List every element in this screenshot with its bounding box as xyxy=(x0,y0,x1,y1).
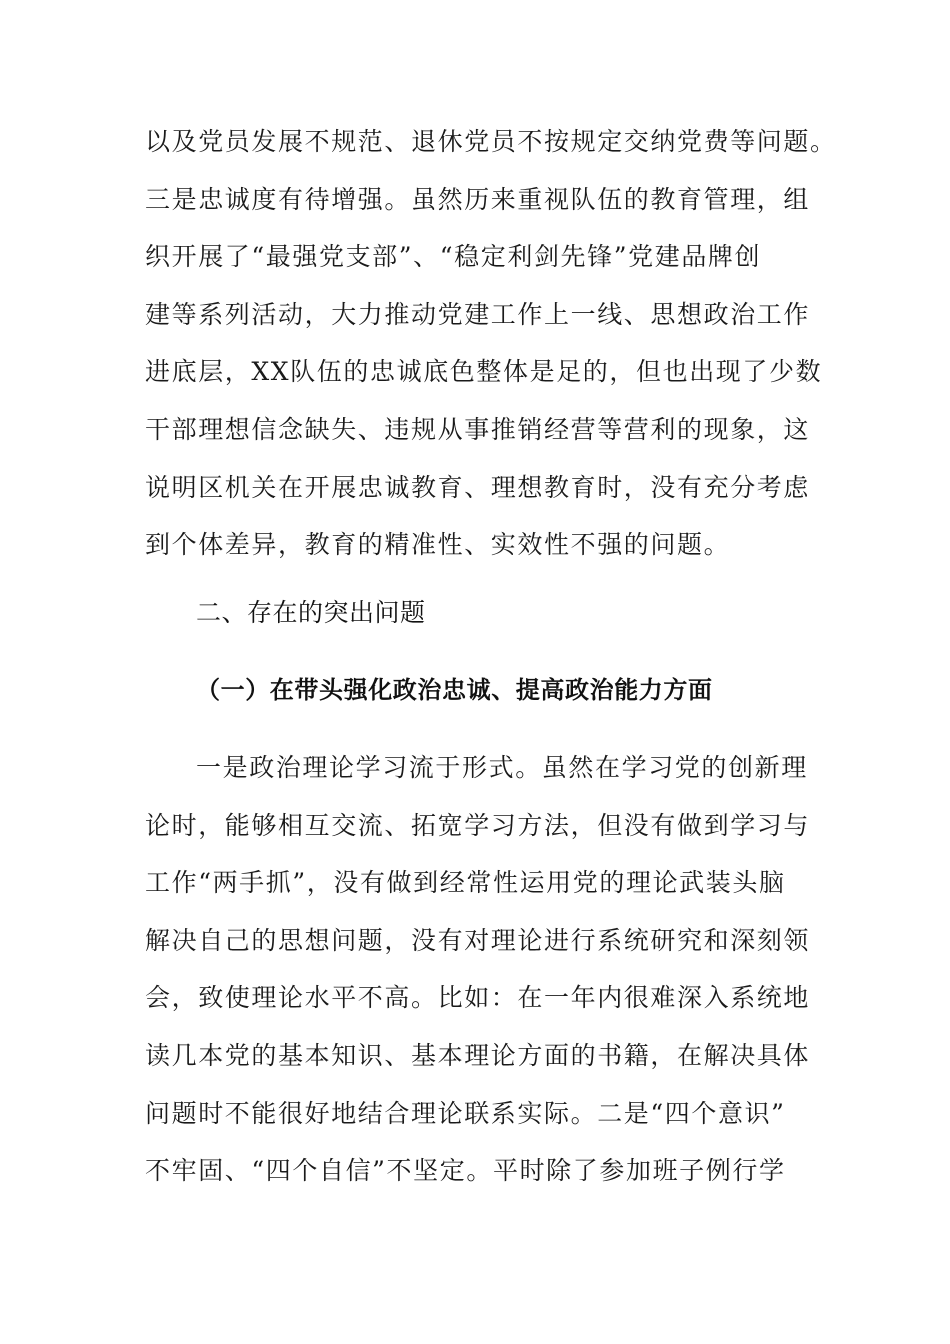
paragraph1-line-4: 建等系列活动，大力推动党建工作上一线、思想政治工作 xyxy=(145,300,811,329)
paragraph2-line-6: 读几本党的基本知识、基本理论方面的书籍，在解决具体 xyxy=(145,1041,811,1070)
paragraph1-line-5: 进底层，XX队伍的忠诚底色整体是足的，但也出现了少数 xyxy=(145,357,823,386)
section-heading: 二、存在的突出问题 xyxy=(196,598,426,627)
paragraph2-line-3: 工作“两手抓”，没有做到经常性运用党的理论武装头脑 xyxy=(145,868,786,897)
paragraph1-line-8: 到个体差异，教育的精准性、实效性不强的问题。 xyxy=(145,530,731,559)
subsection-heading: （一）在带头强化政治忠诚、提高政治能力方面 xyxy=(196,676,713,704)
paragraph2-line-2: 论时，能够相互交流、拓宽学习方法，但没有做到学习与 xyxy=(145,811,811,840)
paragraph1-line-1: 以及党员发展不规范、退休党员不按规定交纳党费等问题。 xyxy=(145,127,837,156)
paragraph1-line-3: 织开展了“最强党支部”、“稳定利剑先锋”党建品牌创 xyxy=(145,242,762,271)
paragraph2-line-7: 问题时不能很好地结合理论联系实际。二是“四个意识” xyxy=(145,1099,786,1128)
paragraph2-line-5: 会，致使理论水平不高。比如：在一年内很难深入系统地 xyxy=(145,983,811,1012)
paragraph1-line-7: 说明区机关在开展忠诚教育、理想教育时，没有充分考虑 xyxy=(145,473,811,502)
paragraph2-line-4: 解决自己的思想问题，没有对理论进行系统研究和深刻领 xyxy=(145,926,811,955)
paragraph1-line-2: 三是忠诚度有待增强。虽然历来重视队伍的教育管理，组 xyxy=(145,185,811,214)
paragraph2-line-1: 一是政治理论学习流于形式。虽然在学习党的创新理 xyxy=(196,753,808,782)
paragraph1-line-6: 干部理想信念缺失、违规从事推销经营等营利的现象，这 xyxy=(145,415,811,444)
paragraph2-line-8: 不牢固、“四个自信”不坚定。平时除了参加班子例行学 xyxy=(145,1156,786,1185)
